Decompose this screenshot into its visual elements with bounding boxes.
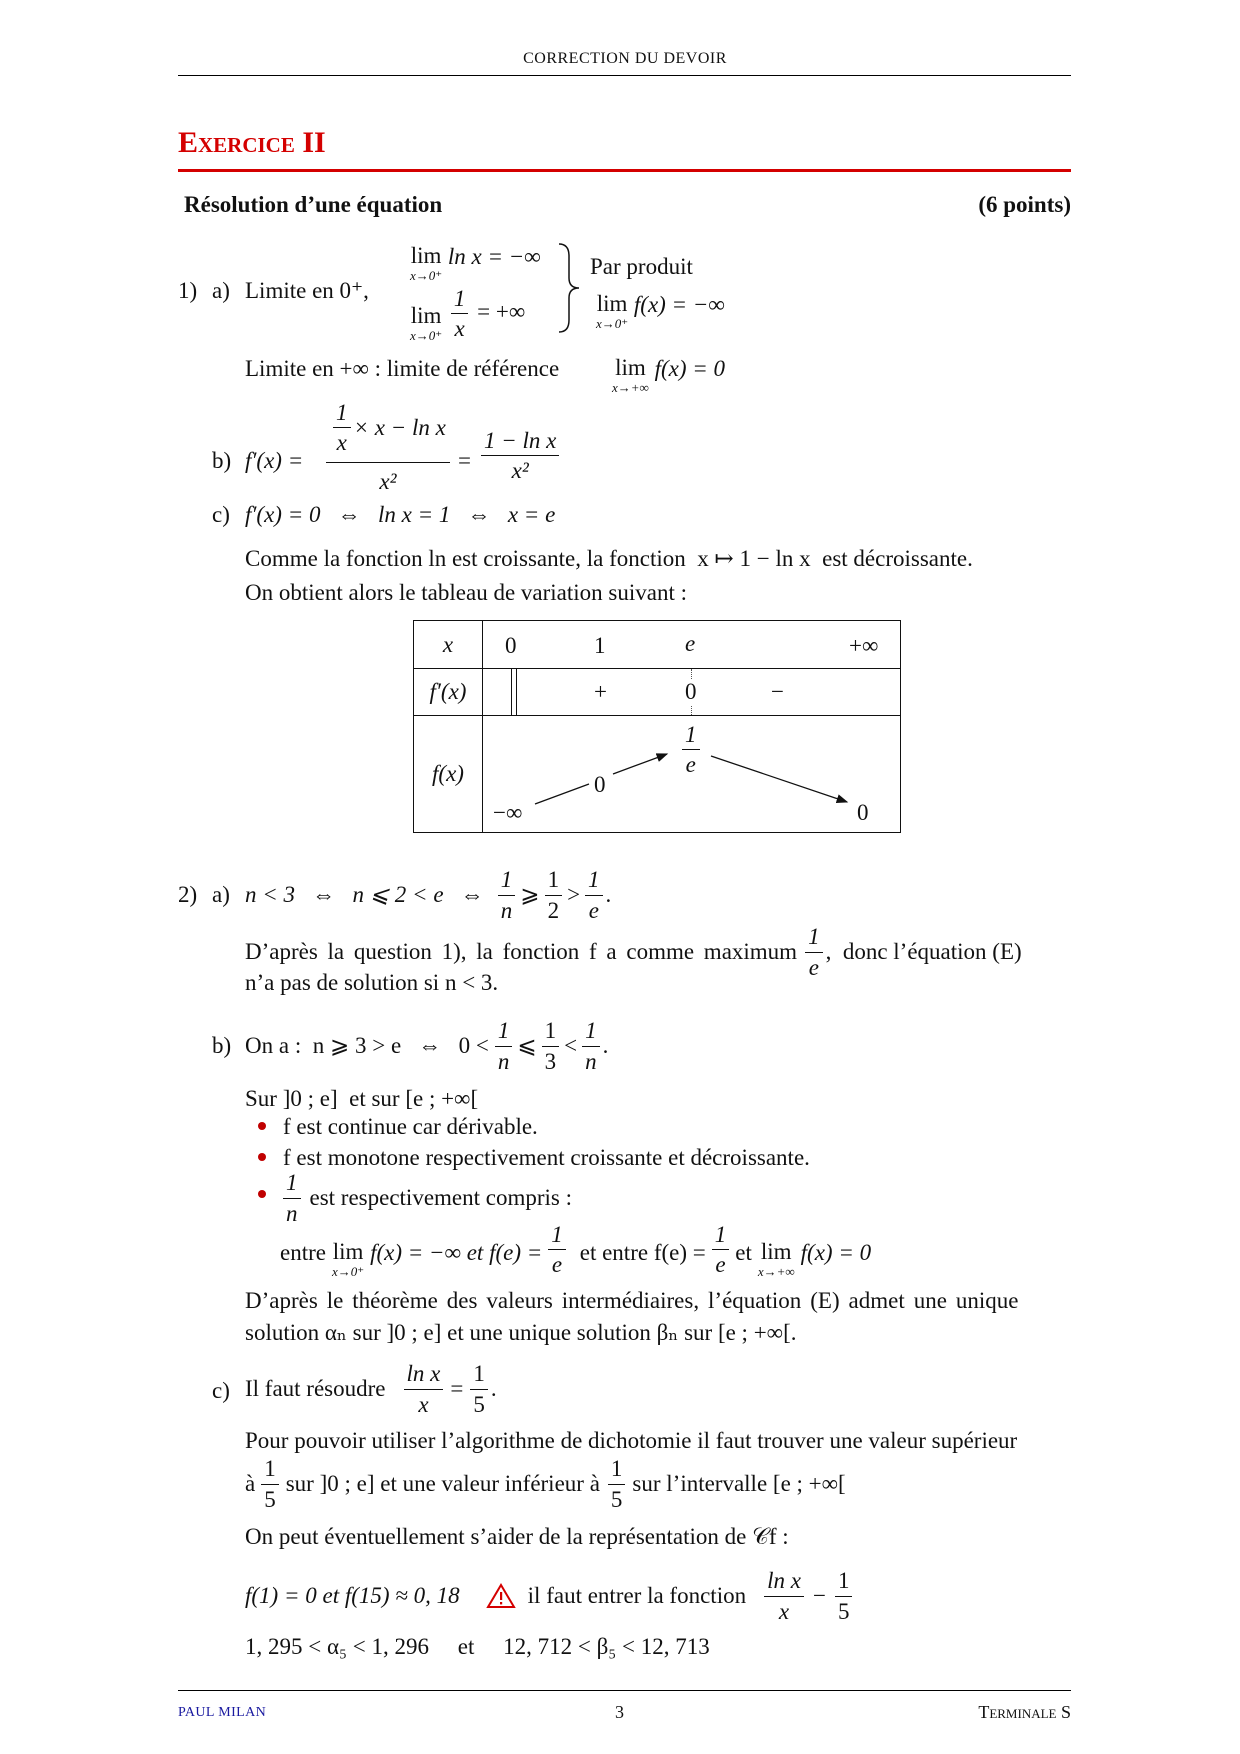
q2c-p2: à $\frac{1}{5}$ sur ]0 ; e] et une valeur inférieur à $\frac{1}{5}$ sur l’intervalle [e ; +∞[	[245, 1456, 846, 1512]
q2b-bullet2: f est monotone respectivement croissante et décroissante.	[283, 1145, 810, 1170]
arrow-up-1	[535, 784, 589, 804]
q1-number: 1)	[178, 278, 198, 303]
warning-icon	[486, 1583, 516, 1609]
table-row-x-values	[483, 621, 901, 669]
q1a-infinity-text: Limite en +∞ : limite de référence	[245, 356, 560, 381]
bullet-1	[258, 1122, 266, 1130]
q1c-equation: f′(x) = 0 ⇔ ln x = 1 ⇔ x = e	[245, 502, 556, 527]
table-row-function-label: f(x)	[414, 716, 483, 833]
q1b-label: b)	[212, 448, 232, 473]
right-brace	[556, 242, 582, 334]
q1c-label: c)	[212, 502, 230, 527]
q1b-simplified-fraction: $\frac{\text{1 − ln x}}{\text{x²}}$	[478, 428, 562, 484]
f-max-fraction: $\frac{1}{e}$	[679, 722, 703, 778]
q1b-equals: =	[458, 448, 471, 473]
double-bar	[511, 669, 517, 715]
q2c-p1: Pour pouvoir utiliser l’algorithme de dichotomie il faut trouver une valeur supérieur	[245, 1428, 1018, 1453]
q2b-label: b)	[212, 1033, 232, 1058]
footer-page: 3	[615, 1702, 624, 1722]
f-value-minus-inf: −∞	[493, 800, 523, 825]
footer-level: Terminale S	[978, 1702, 1071, 1722]
q2c-p5: 1, 295 < α₅ < 1, 296 et 12, 712 < β₅ < 12, 713	[245, 1634, 710, 1659]
exercise-rule	[178, 169, 1071, 172]
table-row-function-variation	[483, 716, 901, 833]
q2b-bullet3: $\frac{1}{n}$ est respectivement compris :	[280, 1168, 572, 1228]
q1a-label: a)	[212, 278, 230, 303]
q2b-equation: On a : n ⩾ 3 > e ⇔ 0 < $\frac{1}{n}$ ⩽ $\frac{1}{3}$ < $\frac{1}{n}$ .	[245, 1018, 609, 1074]
sign-zero: 0	[685, 679, 697, 704]
sign-plus: +	[594, 679, 607, 704]
q2a-text2: n’a pas de solution si n < 3.	[245, 970, 499, 995]
q1a-conclusion-title: Par produit	[590, 254, 693, 279]
header-rule	[178, 75, 1071, 76]
q1b-lhs: f′(x) =	[245, 448, 304, 473]
q1a-infinity-limit: lim x→+∞ f(x) = 0	[612, 355, 725, 395]
q1a-limit-ln: lim x→0⁺ ln x = −∞	[410, 243, 541, 283]
q2b-bullet1: f est continue car dérivable.	[283, 1114, 538, 1139]
q1a-conclusion: lim x→0⁺ f(x) = −∞	[596, 291, 725, 331]
q2-number: 2)	[178, 882, 198, 907]
q2b-tvi1: D’après le théorème des valeurs intermédiaires, l’équation (E) admet une unique	[245, 1288, 1019, 1313]
bullet-2	[258, 1153, 266, 1161]
exercise-title: Exercice II	[178, 126, 326, 159]
q2b-intervals: Sur ]0 ; e] et sur [e ; +∞[	[245, 1086, 479, 1111]
section-points: (6 points)	[978, 192, 1071, 217]
q2c-label: c)	[212, 1378, 230, 1403]
table-row-derivative-signs	[483, 669, 901, 716]
q1b-derivative-fraction: $\frac{1}{x}$ × x − ln x x²	[326, 400, 450, 495]
header-title: CORRECTION DU DEVOIR	[523, 50, 727, 67]
q2b-between: entre lim x→0⁺ f(x) = −∞ et f(e) = $\frac{1}{e}$ et entre f(e) = $\frac{1}{e}$ et lim x→+∞ f(x) = 0	[280, 1222, 872, 1279]
arrow-down	[711, 756, 847, 802]
q2a-label: a)	[212, 882, 230, 907]
q1a-text: Limite en 0⁺,	[245, 278, 369, 303]
q2a-text1: D’après la question 1), la fonction f a comme maximum $\frac{1}{e}$ , donc l’équation (E)	[245, 924, 1022, 980]
q1a-limit-inv: lim x→0⁺ $\frac{1}{x}$ = +∞	[410, 286, 526, 343]
table-x-1: 1	[594, 633, 606, 658]
variation-arrows	[483, 716, 900, 833]
f-value-zero-at-1: 0	[594, 772, 606, 797]
q2a-equation: n < 3 ⇔ n ⩽ 2 < e ⇔ $\frac{1}{n}$ ⩾ $\frac{1}{2}$ > $\frac{1}{e}$ .	[245, 867, 612, 923]
table-x-0: 0	[505, 633, 517, 658]
q2c-p4: f(1) = 0 et f(15) ≈ 0, 18 il faut entrer la fonction $\frac{\text{ln x}}{x}$ − $\frac{1}{5}$	[245, 1562, 855, 1630]
table-row-derivative-label: f′(x)	[414, 669, 483, 716]
f-value-zero-at-inf: 0	[857, 800, 869, 825]
section-title: Résolution d’une équation	[184, 192, 443, 217]
table-x-inf: +∞	[849, 633, 879, 658]
q2c-equation: Il faut résoudre $\frac{\text{ln x}}{x}$ = $\frac{1}{5}$ .	[245, 1361, 497, 1417]
q2c-p3: On peut éventuellement s’aider de la représentation de 𝒞f :	[245, 1524, 789, 1549]
table-x-e: e	[685, 631, 696, 656]
q1c-line2: On obtient alors le tableau de variation suivant :	[245, 580, 687, 605]
q1c-line1: Comme la fonction ln est croissante, la fonction x ↦ 1 − ln x est décroissante.	[245, 546, 973, 571]
footer-rule	[178, 1690, 1071, 1691]
sign-minus: −	[771, 679, 784, 704]
table-row-x-label: x	[414, 621, 483, 669]
q2b-tvi2: solution αₙ sur ]0 ; e] et une unique solution βₙ sur [e ; +∞[.	[245, 1320, 797, 1345]
arrow-up-2	[613, 754, 667, 774]
bullet-3	[258, 1190, 266, 1198]
footer-author: PAUL MILAN	[178, 1705, 267, 1720]
variation-table	[413, 620, 901, 833]
